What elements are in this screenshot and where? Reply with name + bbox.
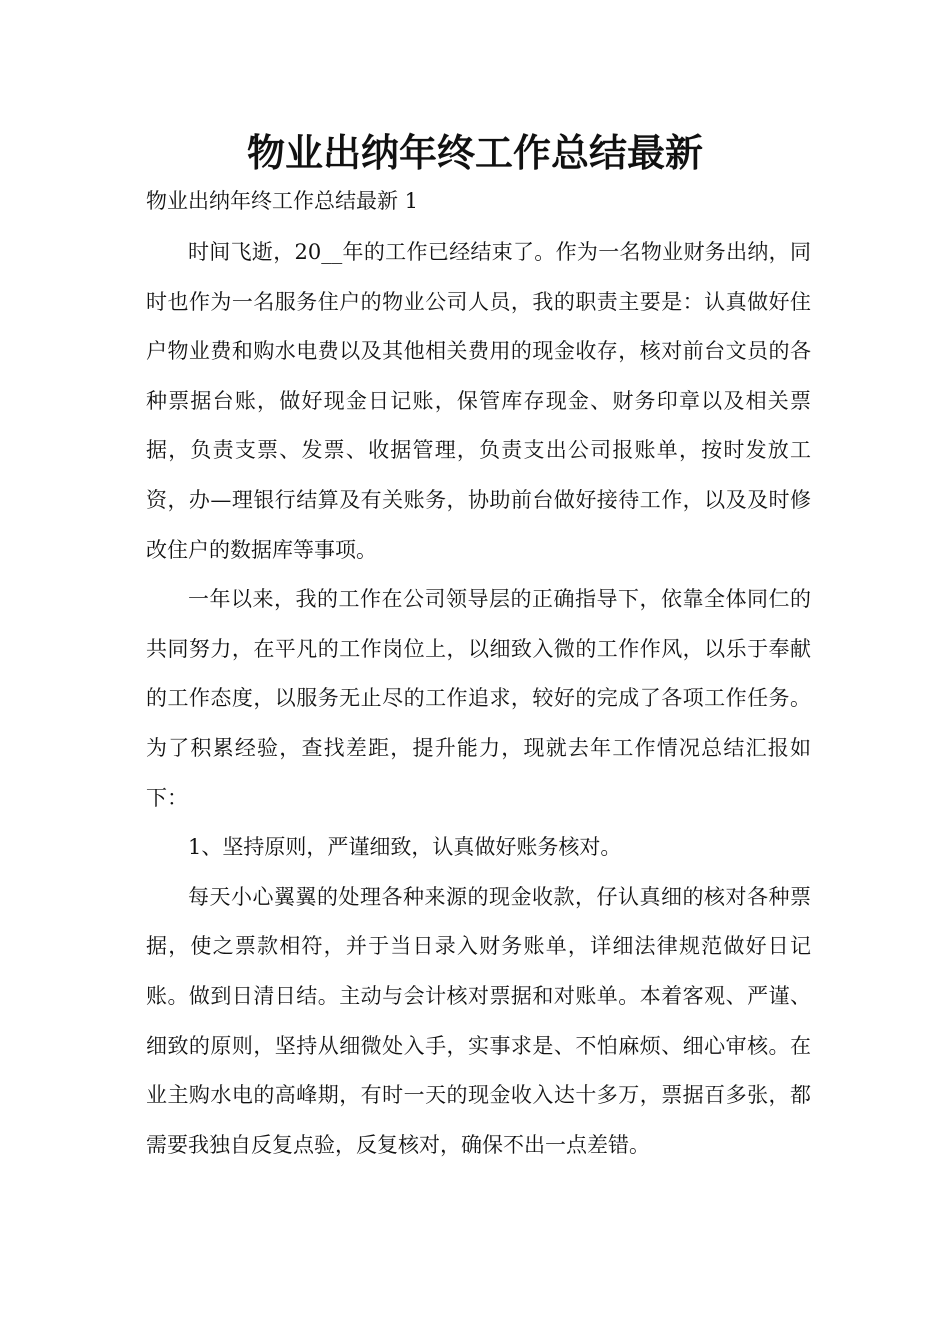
paragraph-details: 每天小心翼翼的处理各种来源的现金收款，仔认真细的核对各种票据，使之票款相符，并于当日录入财务账单，详细法律规范做好日记账。做到日清日结。主动与会计核对票据和对账单。本着客观、严谨、细致的原则，坚持从细微处入手，实事求是、不怕麻烦、细心审核。在业主购水电的高峰期，有时一天的现金收入达十多万，票据百多张，都需要我独自反复点验，反复核对，确保不出一点差错。 [146,884,811,1157]
paragraph-heading-1: 1、坚持原则，严谨细致，认真做好账务核对。 [188,835,622,860]
document-subtitle: 物业出纳年终工作总结最新 1 [146,189,419,213]
document-title: 物业出纳年终工作总结最新 [246,130,703,175]
paragraph-intro: 时间飞逝，20__年的工作已经结束了。作为一名物业财务出纳，同时也作为一名服务住户的物业公司人员，我的职责主要是：认真做好住户物业费和购水电费以及其他相关费用的现金收存，核对前台文员的各种票据台账，做好现金日记账，保管库存现金、财务印章以及相关票据，负责支票、发票、收据管理，负责支出公司报账单，按时发放工资，办—理银行结算及有关账务，协助前台做好接待工作，以及及时修改住户的数据库等事项。 [146,240,811,562]
paragraph-overview: 一年以来，我的工作在公司领导层的正确指导下，依靠全体同仁的共同努力，在平凡的工作岗位上，以细致入微的工作作风，以乐于奉献的工作态度，以服务无止尽的工作追求，较好的完成了各项工作任务。为了积累经验，查找差距，提升能力，现就去年工作情况总结汇报如下： [146,587,811,810]
document-body [146,228,811,1170]
